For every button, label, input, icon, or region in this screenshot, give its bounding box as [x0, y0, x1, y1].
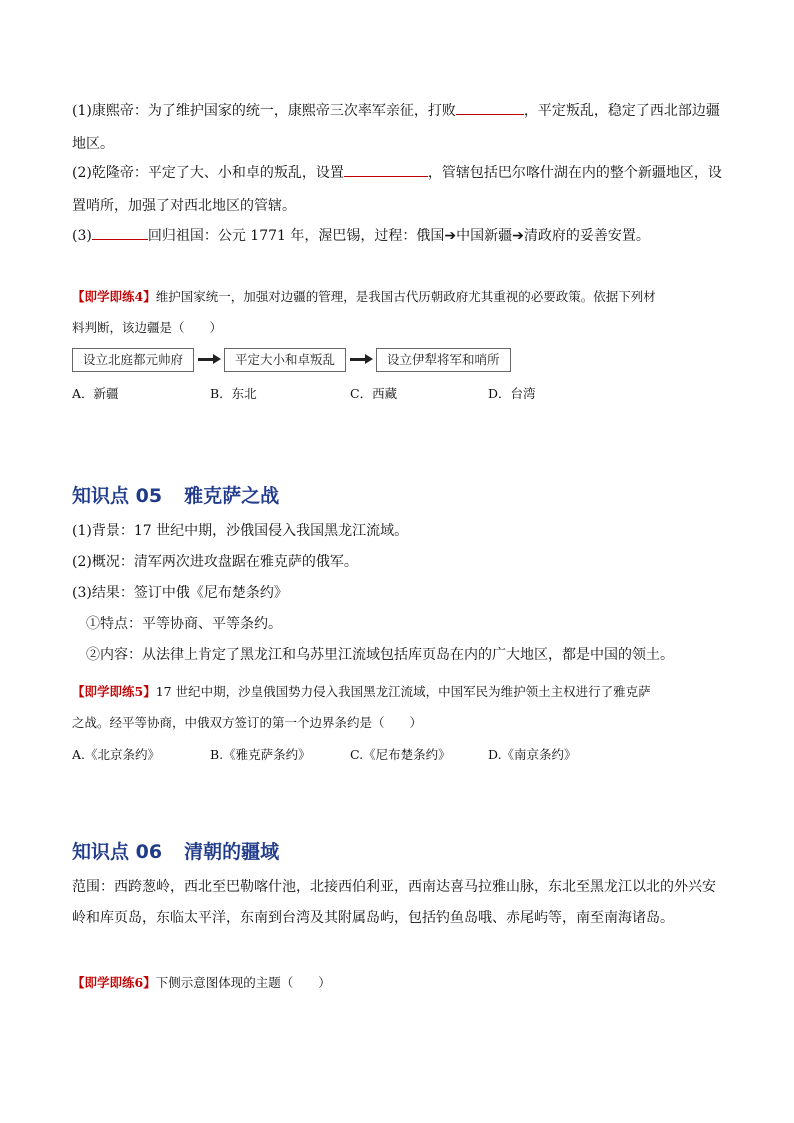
section05-line: (1)背景：17 世纪中期，沙俄国侵入我国黑龙江流域。 — [72, 523, 409, 539]
arrow-right-icon — [346, 349, 376, 371]
practice4-line1 — [72, 287, 732, 307]
flow-step-3: 设立伊犁将军和哨所 — [376, 348, 511, 372]
option-a[interactable]: A．新疆 — [72, 386, 119, 401]
section-05-heading — [72, 483, 732, 509]
practice5-line2: 之战。经平等协商，中俄双方签订的第一个边界条约是（ ） — [72, 715, 423, 730]
option-d[interactable]: D．台湾 — [488, 386, 536, 401]
option-a[interactable]: A.《北京条约》 — [72, 747, 161, 762]
practice5 — [72, 682, 732, 763]
section05-sub: ①特点：平等协商、平等条约。 — [86, 616, 282, 632]
section-06-number: 知识点 06 — [72, 841, 163, 863]
practice5-line1 — [72, 682, 732, 702]
practice4-options — [72, 384, 732, 402]
qianlong-line1 — [72, 162, 732, 183]
practice4-line2: 料判断，该边疆是（ ） — [72, 320, 223, 335]
qianlong-item — [72, 162, 732, 216]
option-c[interactable]: C．西藏 — [350, 386, 398, 401]
practice4-text1: 维护国家统一，加强对边疆的管理，是我国古代历朝政府尤其重视的必要政策。依据下列材 — [155, 289, 656, 304]
item3 — [72, 225, 732, 246]
section06-line2: 岭和库页岛，东临太平洋，东南到台湾及其附属岛屿，包括钓鱼岛哦、赤尾屿等，南至南海诸岛。 — [72, 910, 674, 926]
section05-sub: ②内容：从法律上肯定了黑龙江和乌苏里江流域包括库页岛在内的广大地区，都是中国的领土。 — [86, 647, 674, 663]
section-06-title: 清朝的疆域 — [184, 841, 280, 863]
practice6-text: 下侧示意图体现的主题（ ） — [155, 975, 331, 990]
kangxi-item — [72, 100, 732, 154]
option-b[interactable]: B.《雅克萨条约》 — [210, 747, 311, 762]
section06-line1: 范围：西跨葱岭，西北至巴勒喀什池，北接西伯利亚，西南达喜马拉雅山脉，东北至黑龙江以北的外兴安 — [72, 879, 716, 895]
arrow-right-icon — [194, 349, 224, 371]
qianlong-text: (2)乾隆帝：平定了大、小和卓的叛乱，设置 — [72, 165, 344, 181]
practice4 — [72, 287, 732, 402]
practice4-flowchart — [72, 346, 732, 374]
flow-step-2: 平定大小和卓叛乱 — [224, 348, 346, 372]
practice6-tag: 【即学即练6】 — [72, 975, 156, 990]
kangxi-line2: 地区。 — [72, 136, 114, 152]
section05-line: (3)结果：签订中俄《尼布楚条约》 — [72, 585, 288, 601]
practice6-line — [72, 973, 732, 993]
section05-line: (2)概况：清军两次进攻盘踞在雅克萨的俄军。 — [72, 554, 358, 570]
flow-step-1: 设立北庭都元帅府 — [72, 348, 194, 372]
item3-text: 回归祖国：公元 1771 年，渥巴锡，过程：俄国➔中国新疆➔清政府的妥善安置。 — [147, 228, 650, 244]
kangxi-text-after: ，平定叛乱，稳定了西北部边疆 — [523, 103, 720, 119]
kangxi-line1 — [72, 100, 732, 121]
item3-line — [72, 225, 732, 246]
practice5-text1: 17 世纪中期，沙皇俄国势力侵入我国黑龙江流域，中国军民为维护领土主权进行了雅克萨 — [155, 684, 651, 699]
qianlong-text-after: ，管辖包括巴尔喀什湖在内的整个新疆地区，设 — [427, 165, 722, 181]
section-05 — [72, 483, 732, 665]
practice5-tag: 【即学即练5】 — [72, 684, 156, 699]
practice5-options — [72, 745, 732, 763]
section-05-number: 知识点 05 — [72, 485, 163, 507]
item3-blank[interactable] — [92, 225, 148, 240]
qianlong-line2: 置哨所，加强了对西北地区的管辖。 — [72, 198, 296, 214]
kangxi-blank[interactable] — [456, 100, 524, 115]
section-05-title: 雅克萨之战 — [184, 485, 280, 507]
option-c[interactable]: C.《尼布楚条约》 — [350, 747, 451, 762]
option-d[interactable]: D.《南京条约》 — [488, 747, 577, 762]
option-b[interactable]: B．东北 — [210, 386, 257, 401]
practice6 — [72, 973, 732, 993]
section-06 — [72, 839, 732, 928]
practice4-tag: 【即学即练4】 — [72, 289, 156, 304]
qianlong-blank[interactable] — [344, 162, 428, 177]
kangxi-text: (1)康熙帝：为了维护国家的统一，康熙帝三次率军亲征，打败 — [72, 103, 456, 119]
item3-prefix: (3) — [72, 228, 92, 244]
section-06-heading — [72, 839, 732, 865]
